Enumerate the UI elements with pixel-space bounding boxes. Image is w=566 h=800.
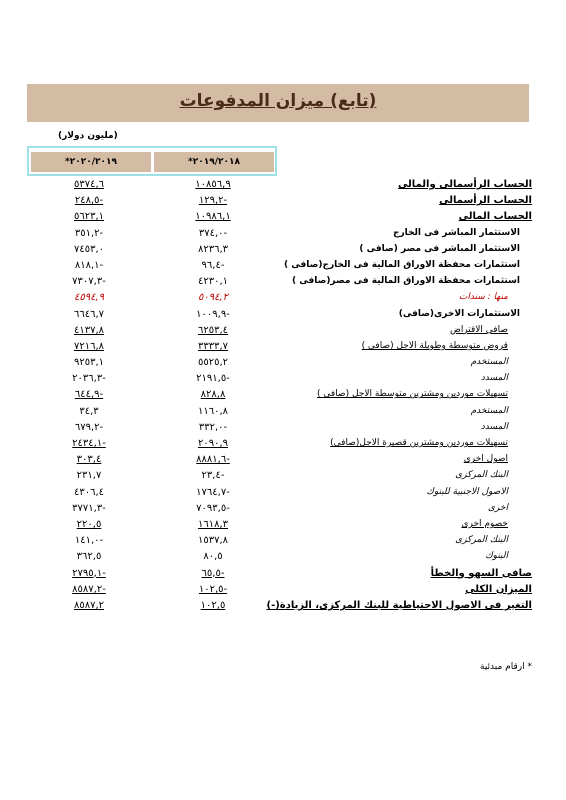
value-2018-2019: ٣٣٢,٠- (198, 421, 228, 433)
value-2018-2019: ١٠٢,٥ (200, 599, 226, 611)
value-2018-2019: ١٦١٨,٣ (197, 518, 229, 530)
value-2018-2019: ٧٠٩٣,٥- (196, 502, 230, 514)
row-label: الاستثمار المباشر فى الخارج (393, 227, 520, 238)
value-2018-2019: ٥٠٩٤,٢ (197, 292, 229, 304)
title-banner (27, 84, 529, 122)
row-label: المسدد (480, 373, 508, 384)
value-2018-2019: ٩٦,٤- (201, 259, 225, 271)
balance-table (0, 178, 566, 615)
value-2018-2019: ٢٣,٤- (201, 470, 225, 482)
value-2019-2020: ١٤١,٠- (74, 535, 104, 547)
table-row (0, 372, 566, 388)
unit-label: (مليون دولار) (58, 131, 118, 141)
table-row (0, 437, 566, 453)
value-2018-2019: ٣٣٣٣,٧ (197, 340, 229, 352)
value-2018-2019: ١١٦٠,٨ (197, 405, 229, 417)
table-row (0, 388, 566, 404)
row-label: البنوك (485, 551, 508, 562)
table-row (0, 453, 566, 469)
table-row (0, 567, 566, 583)
table-row (0, 534, 566, 550)
row-label: صافى السهو والخطأ (430, 567, 532, 579)
value-2018-2019: ٦٥,٥- (201, 567, 225, 579)
value-2019-2020: ٣٤,٣ (79, 405, 99, 417)
value-2019-2020: ٢٠٣٦,٣- (72, 373, 106, 385)
table-row (0, 502, 566, 518)
value-2018-2019: ٨٨٨١,٦- (196, 454, 230, 466)
value-2018-2019: ٣٧٤,٠- (198, 227, 228, 239)
table-row (0, 550, 566, 566)
value-2019-2020: ٦٦٤٦,٧ (73, 308, 105, 320)
page-title: (تابع) ميزان المدفوعات (179, 91, 377, 111)
value-2018-2019: ١٠٨٥٦,٩ (195, 179, 231, 190)
row-label: منها : سندات (458, 292, 508, 303)
value-2019-2020: ٦٤٤,٩- (74, 389, 104, 401)
row-label: تسهيلات موردين ومشترين متوسطة الاجل (صافى ) (317, 389, 508, 400)
value-2019-2020: ٢٢٠,٥ (76, 518, 102, 530)
row-label: قروض متوسطة وطويلة الاجل (صافى ) (361, 340, 508, 351)
table-row (0, 599, 566, 615)
row-label: البنك المركزى (455, 535, 508, 546)
value-2018-2019: ١٠٩٨٦,١ (195, 211, 231, 223)
value-2018-2019: ١٢٩,٢- (198, 195, 228, 207)
row-label: خصوم اخرى (461, 518, 508, 529)
value-2019-2020: ٣٦٢,٥ (76, 551, 102, 563)
table-row (0, 291, 566, 307)
row-label: اخرى (487, 502, 508, 513)
row-label: الاصول الاجنبية للبنوك (426, 486, 508, 497)
table-row (0, 340, 566, 356)
value-2019-2020: ٨١٨,١- (74, 259, 104, 271)
value-2018-2019: ١٧٦٤,٧- (196, 486, 230, 498)
row-label: صافى الاقتراض (449, 324, 508, 335)
value-2019-2020: ٦٧٩,٢- (74, 421, 104, 433)
table-row (0, 210, 566, 226)
table-row (0, 194, 566, 210)
value-2018-2019: ١٠٠٩,٩- (196, 308, 230, 320)
value-2018-2019: ٨٠,٥ (203, 551, 223, 563)
value-2018-2019: ٥٥٢٥,٢ (197, 357, 229, 369)
table-row (0, 421, 566, 437)
value-2019-2020: ٧٤٥٣,٠ (73, 243, 105, 255)
value-2019-2020: ٤٥٩٤,٩ (73, 292, 105, 304)
value-2019-2020: ٨٥٨٧,٢ (73, 599, 105, 611)
value-2019-2020: ٢٤٨,٥- (74, 195, 104, 207)
value-2019-2020: ٨٥٨٧,٢- (72, 583, 106, 595)
value-2018-2019: ٢٠٩٠,٩ (197, 438, 229, 449)
row-label: استثمارات محفظة الاوراق المالية فى مصر(صافى ) (292, 276, 520, 287)
row-label: التغير فى الاصول الاحتياطية للبنك المركزى، الزيادة(-) (266, 599, 532, 611)
value-2019-2020: ٣٧٧١,٣- (72, 502, 106, 514)
value-2018-2019: ٨٢٨,٨ (200, 389, 226, 401)
row-label: الميزان الكلى (465, 583, 532, 595)
value-2018-2019: ١٥٣٧,٨ (197, 535, 229, 547)
table-row (0, 583, 566, 599)
value-2018-2019: ٢١٩١,٥- (196, 373, 230, 385)
value-2019-2020: ٢٤٣٤,١- (72, 438, 106, 449)
row-label: الاستثمارات الاخرى(صافى) (398, 308, 520, 319)
value-2019-2020: ٤٣٠٦,٤ (73, 486, 105, 498)
value-2019-2020: ٩٢٥٣,١ (73, 357, 105, 369)
table-row (0, 486, 566, 502)
value-2019-2020: ٢٣١,٧ (76, 470, 102, 482)
table-row (0, 178, 566, 194)
row-label: المستخدم (470, 357, 508, 368)
row-label: تسهيلات موردين ومشترين قصيرة الاجل(صافى) (330, 438, 508, 448)
column-header-2018-2019: *٢٠١٩/٢٠١٨ (154, 152, 274, 172)
value-2019-2020: ٥٣٧٤,٦ (73, 179, 105, 190)
table-row (0, 308, 566, 324)
table-row (0, 324, 566, 340)
row-label: استثمارات محفظة الاوراق المالية فى الخارج(صافى ) (284, 259, 520, 270)
table-row (0, 243, 566, 259)
row-label: الحساب الرأسمالى والمالى (397, 179, 532, 190)
value-2018-2019: ٨٢٣٦,٣ (197, 243, 229, 255)
row-label: اصول اخرى (463, 454, 508, 465)
table-row (0, 275, 566, 291)
table-row (0, 469, 566, 485)
value-2019-2020: ٥٦٢٣,١ (73, 211, 105, 223)
value-2018-2019: ٦٢٥٣,٤ (197, 324, 229, 336)
table-row (0, 227, 566, 243)
value-2019-2020: ٧٣٠٧,٣- (72, 276, 106, 288)
table-row (0, 259, 566, 275)
row-label: البنك المركزى (455, 470, 508, 481)
row-label: الاستثمار المباشر فى مصر (صافى ) (359, 243, 520, 254)
table-row (0, 356, 566, 372)
row-label: المستخدم (470, 405, 508, 416)
table-row (0, 518, 566, 534)
value-2019-2020: ٣٥١,٢- (74, 227, 104, 239)
value-2019-2020: ٣٠٣,٤ (76, 454, 102, 466)
value-2019-2020: ٧٢١٦,٨ (73, 340, 105, 352)
value-2019-2020: ٤١٣٧,٨ (73, 324, 105, 336)
value-2019-2020: ٢٧٩٥,١- (72, 567, 106, 579)
footnote: * ارقام مبدئية (480, 662, 532, 672)
column-header-2019-2020: *٢٠٢٠/٢٠١٩ (31, 152, 151, 172)
row-label: المسدد (480, 421, 508, 432)
column-header-box (27, 146, 277, 176)
value-2018-2019: ١٠٢,٥- (198, 583, 228, 595)
row-label: الحساب الرأسمالى (439, 195, 532, 207)
value-2018-2019: ٤٢٣٠,١ (197, 276, 229, 288)
row-label: الحساب المالى (458, 211, 532, 223)
table-row (0, 405, 566, 421)
